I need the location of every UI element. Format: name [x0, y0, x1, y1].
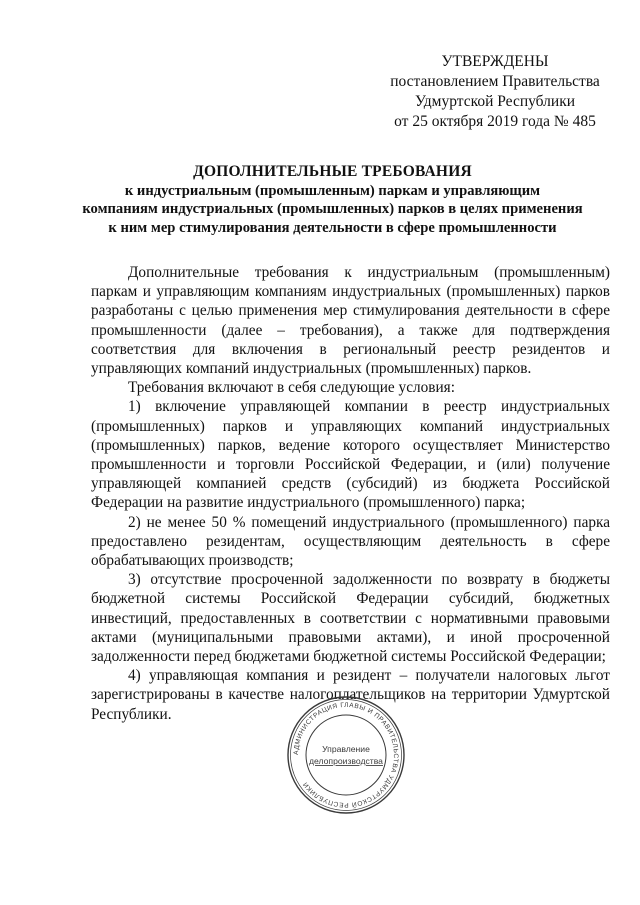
condition-item-1: 1) включение управляющей компании в реестр индустриальных (промышленных) парков и управляющих компаний индустриальных (промышленных) парков, ведение которого осуществляет Министерство промышленности и торговли Российской Федерации, и (или) получение управляющей компанией средств (субсидий) из бюджета Российской Федерации на развитие индустриального (промышленного) парка; — [91, 398, 610, 512]
official-stamp — [284, 693, 408, 817]
condition-item-3: 3) отсутствие просроченной задолженности по возврату в бюджеты бюджетной системы Российской Федерации субсидий, бюджетных инвестиций, предоставленных в соответствии с нормативными правовыми актами (муниципальными правовыми актами), и иной просроченной задолженности перед бюджетами бюджетной системы Российской Федерации; — [91, 571, 610, 666]
stamp-center-line-1: Управление — [322, 744, 370, 754]
title-line-2: к индустриальным (промышленным) паркам и управляющим — [124, 182, 541, 199]
title-line-3: компаниям индустриальных (промышленных) парков в целях применения — [82, 201, 583, 217]
stamp-outer-ring-inner — [291, 700, 402, 811]
approval-block — [380, 52, 610, 132]
intro-paragraph: Дополнительные требования к индустриальным (промышленным) паркам и управляющим компаниям индустриальных (промышленных) парков разработаны с целью применения мер стимулирования деятельности в сфере промышленности (далее – требования), а также для подтверждения соответствия для включения в региональный реестр резидентов и управляющих компаний индустриальных (промышленных) парков. — [91, 264, 610, 378]
document-body — [91, 263, 610, 724]
approval-date-line: от 25 октября 2019 года № 485 — [394, 113, 596, 130]
approval-heading: УТВЕРЖДЕНЫ — [441, 53, 549, 70]
stamp-outer-ring — [288, 697, 404, 813]
title-main: ДОПОЛНИТЕЛЬНЫЕ ТРЕБОВАНИЯ — [193, 163, 472, 180]
condition-item-4: 4) управляющая компания и резидент – получатели налоговых льгот зарегистрированы в качестве налогоплательщиков на территории Удмуртской Республики. — [91, 667, 610, 723]
condition-item-2: 2) не менее 50 % помещений индустриального (промышленного) парка предоставлено резидентам, осуществляющим деятельность в сфере обрабатывающих производств; — [91, 513, 610, 570]
document-title — [70, 163, 595, 237]
conditions-intro: Требования включают в себя следующие условия: — [128, 379, 455, 397]
stamp-center-line-2: делопроизводства — [309, 756, 383, 766]
stamp-inner-ring — [306, 715, 386, 795]
approval-resolution-line: постановлением Правительства — [390, 73, 600, 90]
approval-authority-line: Удмуртской Республики — [414, 93, 576, 110]
title-line-4: к ним мер стимулирования деятельности в сфере промышленности — [108, 219, 557, 236]
stamp-ring-text-path: АДМИНИСТРАЦИЯ ГЛАВЫ И ПРАВИТЕЛЬСТВА УДМУРТСКОЙ РЕСПУБЛИКИ — [292, 701, 400, 809]
